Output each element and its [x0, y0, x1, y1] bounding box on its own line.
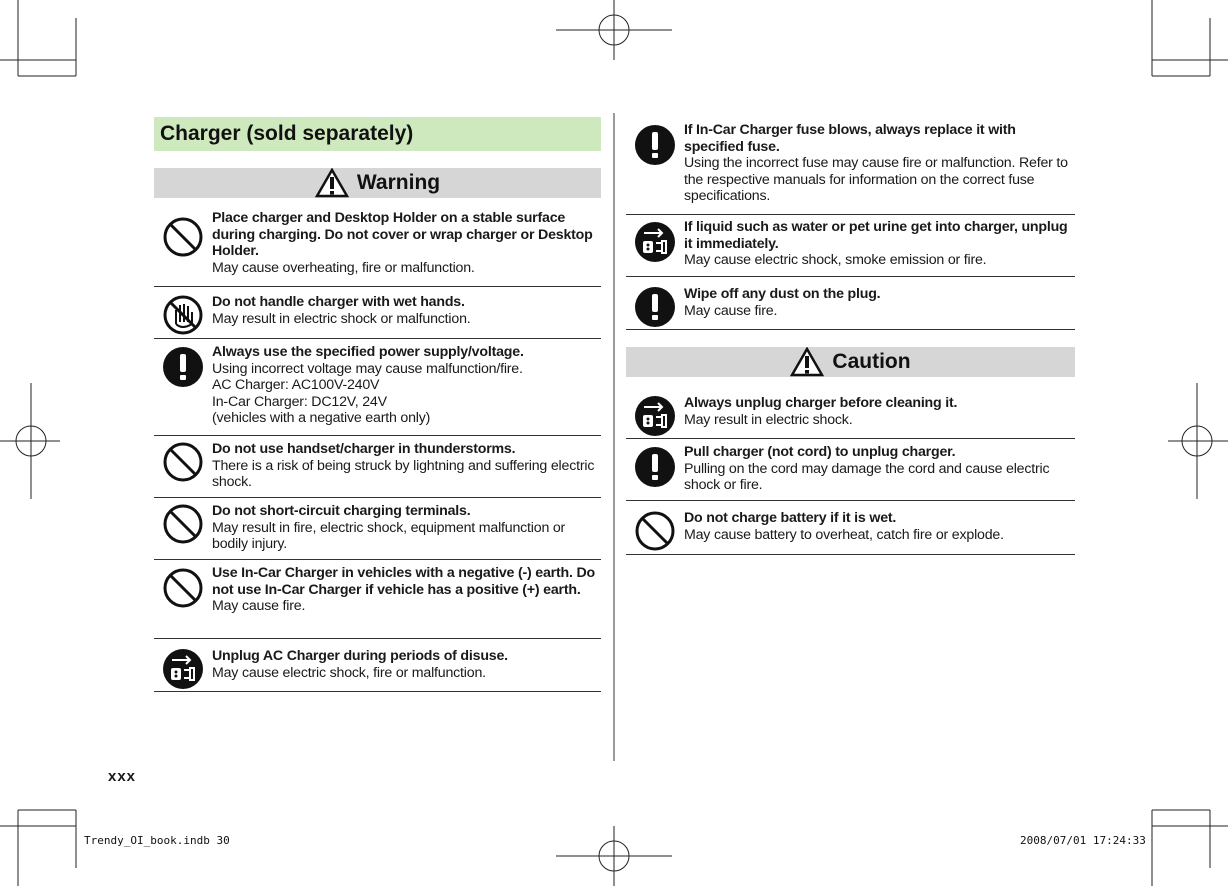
unplug-icon: [634, 395, 676, 437]
item-text: [212, 565, 601, 615]
item-text: [212, 344, 601, 427]
item-heading: Use In-Car Charger in vehicles with a negative (-) earth. Do not use In-Car Charger if vehicle has a positive (+) earth.: [212, 565, 595, 598]
item-text: [212, 210, 601, 276]
item-text: [212, 294, 601, 327]
caution-item: [626, 510, 1075, 555]
no-wet-hands-icon: [162, 294, 204, 336]
item-heading: Place charger and Desktop Holder on a stable surface during charging. Do not cover or wrap charger or Desktop Holder.: [212, 210, 593, 259]
unplug-icon: [162, 648, 204, 690]
prohibited-icon: [162, 216, 204, 258]
item-body: AC Charger: AC100V-240V: [212, 377, 380, 393]
prohibited-icon: [162, 441, 204, 483]
item-text: [684, 219, 1075, 269]
warning-band: [154, 168, 601, 198]
item-body: There is a risk of being struck by lightning and suffering electric shock.: [212, 457, 595, 490]
item-body: May cause electric shock, fire or malfunction.: [212, 664, 486, 681]
prohibited-icon: [634, 510, 676, 552]
item-body: May result in fire, electric shock, equipment malfunction or bodily injury.: [212, 519, 566, 552]
warning-item: [154, 503, 601, 560]
item-body: Using the incorrect fuse may cause fire or malfunction. Refer to the respective manuals for information on the correct fuse specifications.: [684, 155, 1068, 204]
item-heading: Do not charge battery if it is wet.: [684, 510, 897, 526]
item-text: [212, 503, 601, 553]
item-body: May cause fire.: [212, 598, 306, 614]
item-body: May cause fire.: [684, 302, 778, 319]
warning-item: [626, 286, 1075, 330]
warning-label: Warning: [356, 171, 441, 194]
prohibited-icon: [162, 503, 204, 545]
item-body: May cause overheating, fire or malfunction.: [212, 259, 475, 276]
mandatory-icon: [634, 446, 676, 488]
item-body: May result in electric shock or malfunction.: [212, 310, 471, 327]
mandatory-icon: [162, 346, 204, 388]
item-text: [212, 648, 601, 681]
unplug-icon: [634, 221, 676, 263]
caution-band: [626, 347, 1075, 377]
item-heading: Pull charger (not cord) to unplug charger.: [684, 444, 956, 460]
prohibited-icon: [162, 567, 204, 609]
warning-item: [154, 344, 601, 436]
footer-file-info: Trendy_OI_book.indb 30: [84, 834, 230, 847]
item-text: [684, 510, 1075, 543]
item-heading: If In-Car Charger fuse blows, always replace it with specified fuse.: [684, 122, 1016, 155]
item-body: May cause battery to overheat, catch fire or explode.: [684, 526, 1004, 543]
item-text: [684, 444, 1075, 494]
caution-label: Caution: [832, 350, 911, 373]
warning-triangle-icon: [315, 168, 349, 198]
section-title: Charger (sold separately): [154, 117, 601, 151]
warning-item: [154, 565, 601, 639]
item-body: (vehicles with a negative earth only): [212, 410, 431, 426]
warning-triangle-icon: [790, 347, 824, 377]
item-heading: Do not use handset/charger in thunderstorms.: [212, 441, 516, 457]
item-heading: Do not short-circuit charging terminals.: [212, 503, 471, 519]
mandatory-icon: [634, 124, 676, 166]
item-heading: Always unplug charger before cleaning it.: [684, 395, 958, 411]
item-body: May cause electric shock, smoke emission or fire.: [684, 252, 987, 268]
mandatory-icon: [634, 286, 676, 328]
item-text: [684, 395, 1075, 428]
warning-item: [154, 441, 601, 498]
warning-item: [154, 648, 601, 692]
warning-item: [154, 294, 601, 339]
item-text: [212, 441, 601, 491]
item-text: [684, 286, 1075, 319]
warning-item: [154, 210, 601, 287]
item-body: In-Car Charger: DC12V, 24V: [212, 393, 387, 410]
item-heading: Always use the specified power supply/voltage.: [212, 344, 524, 360]
item-text: [684, 122, 1075, 205]
item-heading: Unplug AC Charger during periods of disuse.: [212, 648, 508, 664]
caution-item: [626, 444, 1075, 501]
item-heading: If liquid such as water or pet urine get into charger, unplug it immediately.: [684, 219, 1068, 252]
item-body: May result in electric shock.: [684, 411, 853, 428]
footer-timestamp: 2008/07/01 17:24:33: [1020, 834, 1146, 847]
warning-item: [626, 219, 1075, 277]
item-heading: Wipe off any dust on the plug.: [684, 286, 881, 302]
caution-item: [626, 395, 1075, 439]
item-body: Using incorrect voltage may cause malfunction/fire.: [212, 360, 523, 377]
item-heading: Do not handle charger with wet hands.: [212, 294, 465, 310]
page-number: xxx: [108, 768, 137, 785]
warning-item: [626, 122, 1075, 215]
column-divider: [613, 113, 615, 761]
item-body: Pulling on the cord may damage the cord and cause electric shock or fire.: [684, 460, 1050, 493]
